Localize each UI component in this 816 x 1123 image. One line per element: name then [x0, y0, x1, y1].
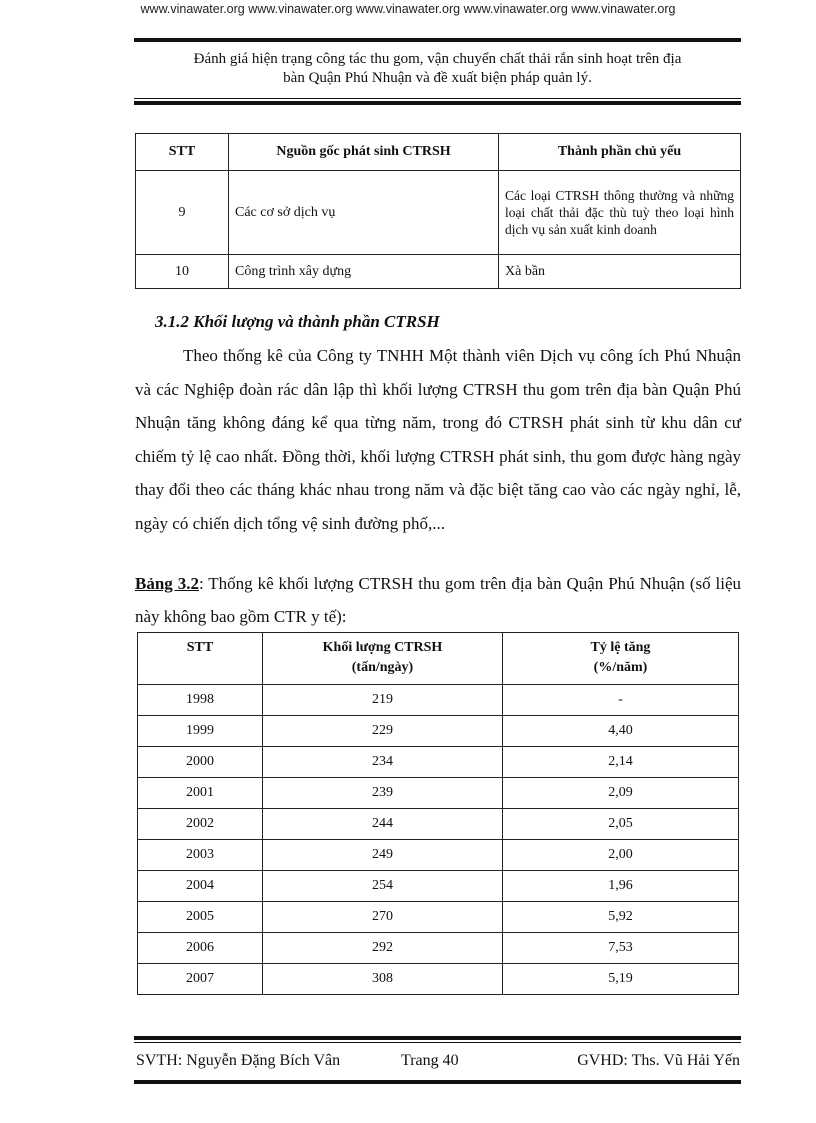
header-title-line1: Đánh giá hiện trạng công tác thu gom, vận chuyển chất thải rắn sinh hoạt trên địa [193, 51, 682, 67]
table-cell-year: 2006 [138, 933, 263, 964]
table-cell-rate: 5,19 [503, 964, 739, 995]
footer-rule-top [134, 1036, 741, 1040]
page-header-title [134, 50, 741, 88]
table-cell-stt: 10 [136, 255, 229, 289]
table-cell-rate: 7,53 [503, 933, 739, 964]
table-row [138, 747, 739, 778]
table-header-cell: Thành phần chủ yếu [499, 134, 741, 171]
table-cell-rate: 2,14 [503, 747, 739, 778]
table-header-row [136, 134, 741, 171]
footer-page-number: Trang 40 [401, 1052, 459, 1069]
table-cell-rate: - [503, 685, 739, 716]
table-caption [135, 567, 741, 633]
table-row [138, 871, 739, 902]
table-row [138, 809, 739, 840]
table-cell-mass: 244 [263, 809, 503, 840]
table-cell-stt: 9 [136, 171, 229, 255]
footer-advisor: GVHD: Ths. Vũ Hải Yến [577, 1052, 740, 1069]
table-cell-rate: 4,40 [503, 716, 739, 747]
table-cell-composition: Các loại CTRSH thông thường và những loại chất thải đặc thù tuỳ theo loại hình dịch vụ sản xuất kinh doanh [499, 171, 741, 255]
table-cell-year: 2003 [138, 840, 263, 871]
header-line: (%/năm) [593, 660, 648, 675]
table-cell-source: Công trình xây dựng [229, 255, 499, 289]
table-cell-composition: Xà bần [499, 255, 741, 289]
header-rule-top [134, 38, 741, 42]
table-cell-mass: 239 [263, 778, 503, 809]
table-row [138, 933, 739, 964]
table-cell-rate: 2,00 [503, 840, 739, 871]
table-cell-year: 2007 [138, 964, 263, 995]
page-footer [136, 1052, 740, 1072]
caption-label: Bảng 3.2 [135, 574, 199, 593]
table-row [138, 840, 739, 871]
table-cell-rate: 5,92 [503, 902, 739, 933]
table-row [138, 902, 739, 933]
table-row [138, 716, 739, 747]
footer-rule-thin [134, 1042, 741, 1043]
table-row [138, 685, 739, 716]
body-paragraph [135, 339, 741, 540]
table-cell-mass: 254 [263, 871, 503, 902]
table-cell-year: 2005 [138, 902, 263, 933]
table-row [136, 255, 741, 289]
table-cell-mass: 219 [263, 685, 503, 716]
table-cell-year: 2002 [138, 809, 263, 840]
waste-volume-table [137, 632, 739, 995]
header-line: Khối lượng CTRSH [322, 640, 443, 655]
table-row [138, 778, 739, 809]
table-cell-mass: 229 [263, 716, 503, 747]
table-cell-mass: 308 [263, 964, 503, 995]
table-cell-rate: 1,96 [503, 871, 739, 902]
table-cell-year: 1999 [138, 716, 263, 747]
table-cell-year: 1998 [138, 685, 263, 716]
table-header-row [138, 633, 739, 685]
table-cell-mass: 234 [263, 747, 503, 778]
table-cell-rate: 2,09 [503, 778, 739, 809]
header-rule-thin [134, 98, 741, 99]
table-cell-mass: 249 [263, 840, 503, 871]
header-rule-bottom [134, 101, 741, 105]
table-header-cell: Nguồn gốc phát sinh CTRSH [229, 134, 499, 171]
footer-student: SVTH: Nguyễn Đặng Bích Vân [136, 1052, 341, 1069]
table-header-cell: STT [136, 134, 229, 171]
waste-source-table [135, 133, 741, 289]
table-cell-source: Các cơ sở dịch vụ [229, 171, 499, 255]
table-header-cell [503, 633, 739, 685]
section-heading: 3.1.2 Khối lượng và thành phần CTRSH [155, 312, 440, 331]
caption-text: : Thống kê khối lượng CTRSH thu gom trên địa bàn Quận Phú Nhuận (số liệu này không bao gồm CTR y tế): [135, 574, 741, 626]
table-row [136, 171, 741, 255]
table-header-cell [263, 633, 503, 685]
table-body [138, 685, 739, 995]
table-row [138, 964, 739, 995]
header-line: STT [186, 640, 214, 655]
table-cell-year: 2004 [138, 871, 263, 902]
table-cell-year: 2001 [138, 778, 263, 809]
paragraph-text: Theo thống kê của Công ty TNHH Một thành viên Dịch vụ công ích Phú Nhuận và các Nghiệp đoàn rác dân lập thì khối lượng CTRSH thu gom trên địa bàn Quận Phú Nhuận tăng không đáng kể qua từng năm, trong đó CTRSH phát sinh từ khu dân cư chiếm tỷ lệ cao nhất. Đồng thời, khối lượng CTRSH phát sinh, thu gom được hàng ngày thay đổi theo các tháng khác nhau trong năm và đặc biệt tăng cao vào các ngày nghỉ, lễ, ngày có chiến dịch tổng vệ sinh đường phố,... [135, 346, 741, 533]
table-header-cell [138, 633, 263, 685]
footer-rule-bottom [134, 1080, 741, 1084]
header-title-line2: bàn Quận Phú Nhuận và đề xuất biện pháp quản lý. [283, 70, 592, 86]
table-cell-year: 2000 [138, 747, 263, 778]
header-line: Tỷ lệ tăng [590, 640, 651, 655]
table-cell-mass: 292 [263, 933, 503, 964]
watermark-text: www.vinawater.org www.vinawater.org www.vinawater.org www.vinawater.org www.vinawater.org [140, 2, 676, 16]
table-cell-mass: 270 [263, 902, 503, 933]
header-line: (tấn/ngày) [351, 660, 414, 675]
table-cell-rate: 2,05 [503, 809, 739, 840]
